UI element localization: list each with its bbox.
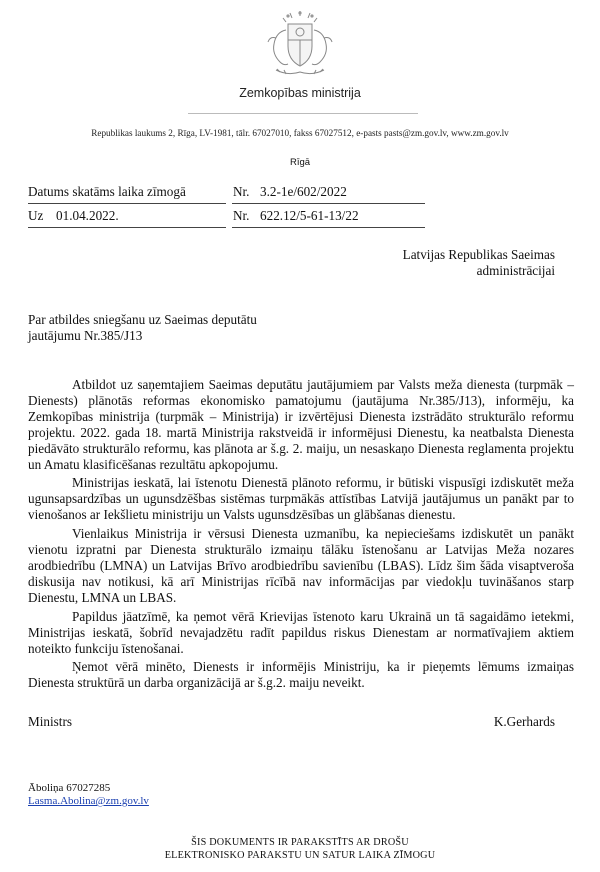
letter-body	[28, 377, 574, 694]
reference-uz-label: Uz	[28, 208, 44, 223]
coat-of-arms-icon	[262, 10, 338, 80]
ministry-address: Republikas laukums 2, Rīga, LV-1981, tālr. 67027010, fakss 67027512, e-pasts pasts@zm.gov.lv, www.zm.gov.lv	[91, 128, 509, 138]
e-signature-notice	[0, 836, 600, 862]
reference-nr-underline	[232, 227, 425, 228]
subject-line-2: jautājumu Nr.385/J13	[28, 328, 143, 343]
date-label: Datums skatāms laika zīmogā	[28, 184, 186, 199]
body-paragraph-4: Papildus jāatzīmē, ka ņemot vērā Krievijas īstenoto karu Ukrainā un tā sagaidāmo ietekmi, Ministrijas ieskatā, šobrīd nevajadzētu radīt papildus riskus Dienestam ar normatīvajiem aktiem noteikto funkciju īstenošanai.	[28, 608, 574, 656]
recipient-line-1: Latvijas Republikas Saeimas	[402, 247, 555, 262]
reference-nr-value: 622.12/5-61-13/22	[260, 208, 359, 223]
contact-email-link[interactable]: Lasma.Abolina@zm.gov.lv	[28, 795, 149, 807]
body-paragraph-1: Atbildot uz saņemtajiem Saeimas deputātu jautājumiem par Valsts meža dienesta (turpmāk – Dienests) plānotās reformas ekonomisko pamatojumu (jautājuma Nr.385/J13), informēju, ka Zemkopības ministrija (turpmāk – Ministrija) ir izvērtējusi Dienesta izstrādāto strukturālo reformu projektu. 2022. gada 18. martā Ministrija rakstveidā ir informējusi Dienestu, ka neatbalsta Dienesta piedāvāto strukturālo reformu, kas plānota ar š.g. 2. maiju, un nesaskaņo Dienesta reglamenta projektu un Amatu klasificēšanas rezultātu apkopojumu.	[28, 377, 574, 472]
signatory-title: Ministrs	[28, 714, 72, 729]
reference-date-underline	[28, 227, 226, 228]
date-underline	[28, 203, 226, 204]
ministry-name: Zemkopības ministrija	[239, 86, 361, 100]
signatory-name: K.Gerhards	[493, 714, 555, 729]
registration-nr-value: 3.2-1e/602/2022	[260, 184, 347, 199]
recipient-block	[403, 247, 555, 279]
e-signature-notice-line-2: ELEKTRONISKO PARAKSTU UN SATUR LAIKA ZĪMOGU	[164, 850, 436, 861]
reference-date: 01.04.2022.	[56, 208, 119, 223]
body-paragraph-5: Ņemot vērā minēto, Dienests ir informējis Ministriju, ka ir pieņemts lēmums izmaiņas Dienesta struktūrā un darba organizācijā ar š.g.2. maiju neveikt.	[28, 659, 574, 691]
contact-block	[28, 782, 149, 808]
subject-line-1: Par atbildes sniegšanu uz Saeimas deputātu	[28, 312, 257, 327]
e-signature-notice-line-1: ŠIS DOKUMENTS IR PARAKSTĪTS AR DROŠU	[191, 837, 409, 848]
registration-nr-label: Nr.	[233, 184, 250, 199]
registration-nr-underline	[232, 203, 425, 204]
body-paragraph-2: Ministrijas ieskatā, lai īstenotu Dienestā plānoto reformu, ir būtiski vispusīgi izdiskutēt meža ugunsapsardzības un ugunsdzēšbas sistēmas turpmākās attīstības Latvijā jautājumus un panākt par to vienošanos ar Iekšlietu ministriju un Valsts ugunsdzēsības un glābšanas dienestu.	[28, 475, 574, 523]
letter-subject	[28, 312, 328, 344]
contact-name-phone: Āboliņa 67027285	[28, 782, 111, 794]
document-city: Rīgā	[289, 157, 311, 168]
body-paragraph-3: Vienlaikus Ministrija ir vērsusi Dienesta uzmanību, ka nepieciešams izdiskutēt un panākt vienotu izpratni par Dienesta strukturālo izmaiņu tālāku īstenošanu ar Latvijas Meža nozares arodbiedrību (LMNA) un Latvijas Brīvo arodbiedrību savienību (LBAS). Līdz šim šāda visaptveroša diskusija nav notikusi, kā arī Ministrijas rīcībā nav informācijas par viedokļu tuvināšanos starp Dienestu, LMNA un LBAS.	[28, 526, 574, 605]
header-divider	[188, 113, 418, 114]
reference-nr-label: Nr.	[233, 208, 250, 223]
recipient-line-2: administrācijai	[476, 263, 555, 278]
